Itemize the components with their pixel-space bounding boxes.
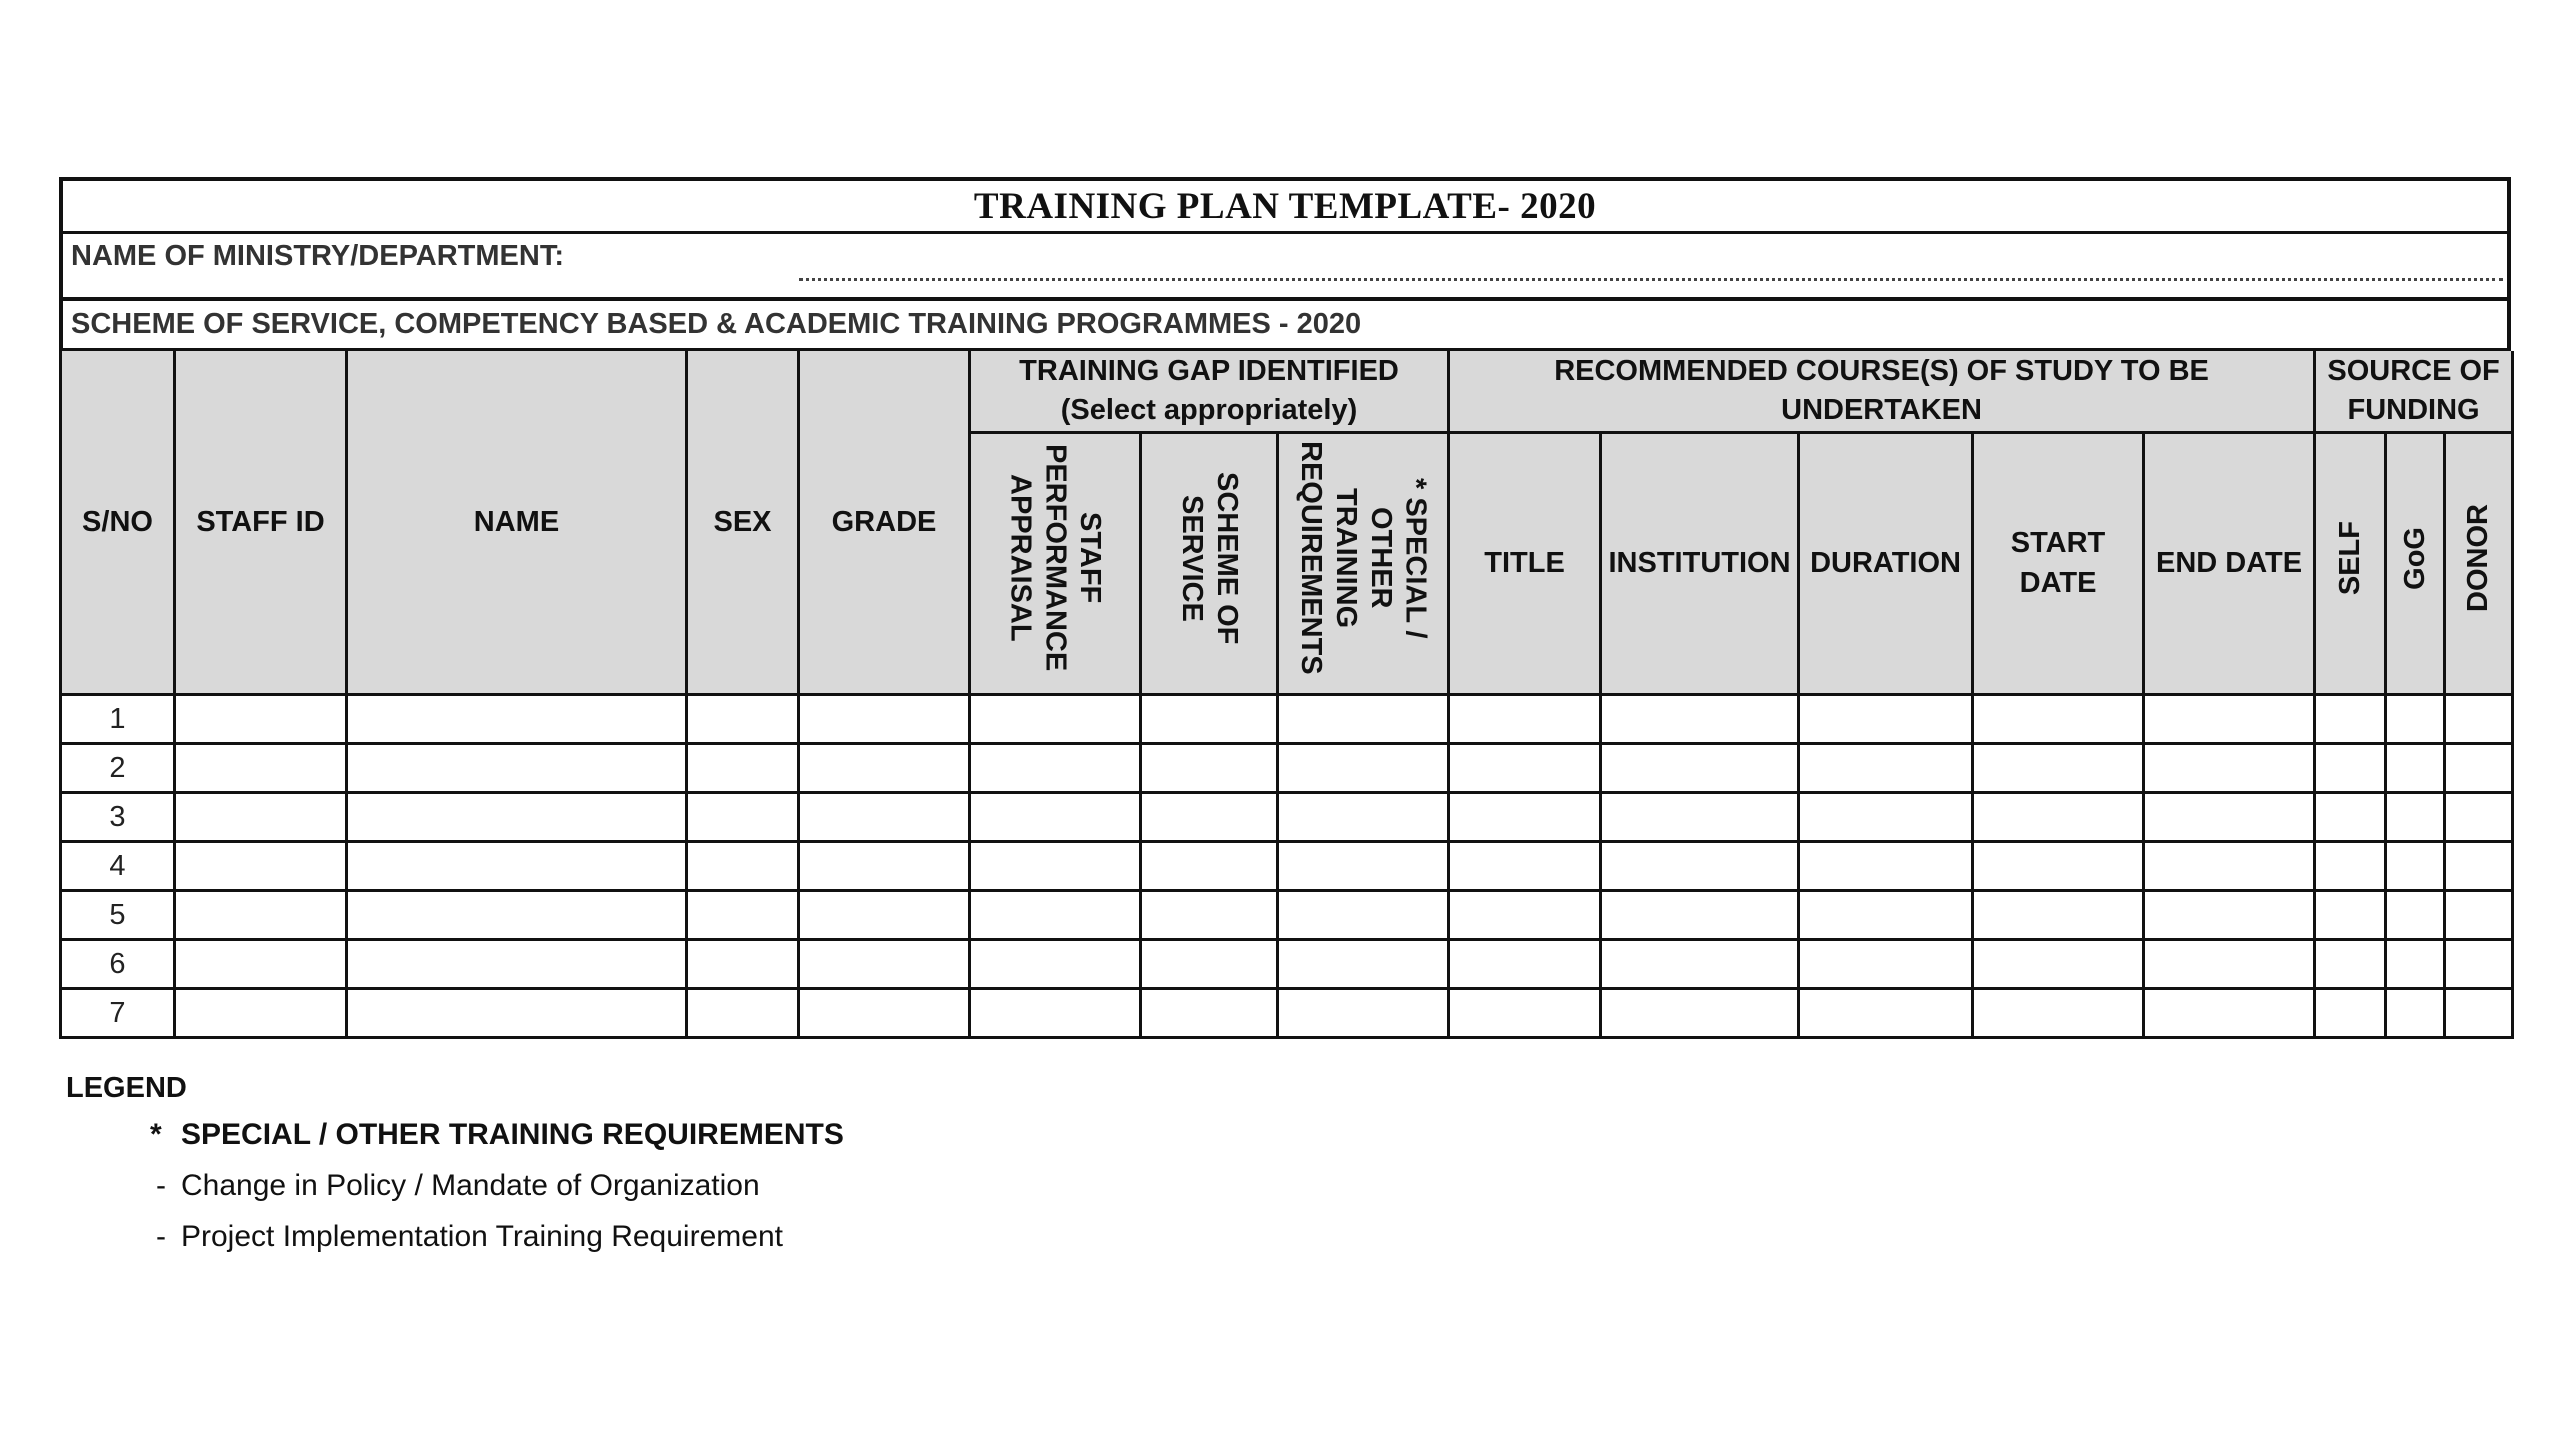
table-cell[interactable] [2315,793,2386,842]
table-row [61,940,2513,989]
table-cell[interactable] [2315,891,2386,940]
scheme-label: SCHEME OF SERVICE, COMPETENCY BASED & ACADEMIC TRAINING PROGRAMMES - 2020 [71,308,1362,340]
table-cell[interactable] [1449,989,1601,1038]
table-cell[interactable] [1799,940,1973,989]
table-cell[interactable] [970,940,1141,989]
appraisal-line-1: STAFF [1074,512,1107,604]
table-cell[interactable] [175,940,347,989]
table-cell[interactable] [2445,940,2513,989]
row-number: 4 [61,842,175,891]
col-special-header [1278,433,1449,695]
row-number: 6 [61,940,175,989]
table-cell[interactable] [1973,940,2144,989]
special-vertical-label [1293,434,1432,682]
table-cell[interactable] [2144,891,2315,940]
table-cell[interactable] [2386,793,2445,842]
table-cell[interactable] [1449,842,1601,891]
table-cell[interactable] [1141,989,1278,1038]
table-cell[interactable] [1449,793,1601,842]
table-cell[interactable] [2144,940,2315,989]
table-cell[interactable] [2445,989,2513,1038]
table-cell[interactable] [687,989,799,1038]
col-institution-header: INSTITUTION [1601,433,1799,695]
table-cell[interactable] [2315,695,2386,744]
table-cell[interactable] [970,842,1141,891]
table-cell[interactable] [687,940,799,989]
scheme-line-1: SCHEME OF [1210,471,1243,645]
table-cell[interactable] [1141,842,1278,891]
table-cell[interactable] [1601,842,1799,891]
table-cell[interactable] [2315,989,2386,1038]
table-cell[interactable] [970,989,1141,1038]
table-cell[interactable] [2144,989,2315,1038]
table-cell[interactable] [1973,891,2144,940]
training-gap-header [970,351,1449,433]
table-cell[interactable] [799,940,970,989]
table-cell[interactable] [347,744,687,793]
table-row [61,695,2513,744]
funding-source-header [2315,351,2513,433]
table-cell[interactable] [2445,695,2513,744]
table-cell[interactable] [2386,744,2445,793]
table-body [61,695,2513,1038]
col-scheme-header [1141,433,1278,695]
table-cell[interactable] [1278,989,1449,1038]
start-date-line-1: START [2010,527,2106,560]
special-line-3: REQUIREMENTS [1295,441,1328,675]
table-cell[interactable] [799,695,970,744]
col-appraisal-header [970,433,1141,695]
table-cell[interactable] [1278,891,1449,940]
table-cell[interactable] [1973,842,2144,891]
table-cell[interactable] [687,695,799,744]
table-cell[interactable] [347,989,687,1038]
table-cell[interactable] [1601,695,1799,744]
table-row [61,842,2513,891]
funding-line-2: FUNDING [2347,394,2480,426]
ministry-row [63,234,2507,301]
row-number: 7 [61,989,175,1038]
table-cell[interactable] [970,744,1141,793]
table-cell[interactable] [347,842,687,891]
scheme-vertical-label [1174,472,1244,644]
table-cell[interactable] [2445,744,2513,793]
table-cell[interactable] [2315,842,2386,891]
legend-dash-2: - [156,1220,166,1253]
table-cell[interactable] [1601,940,1799,989]
scheme-line-2: SERVICE [1176,494,1208,622]
table-cell[interactable] [1278,793,1449,842]
table-cell[interactable] [1799,695,1973,744]
table-row [61,744,2513,793]
appraisal-line-3: APPRAISAL [1004,474,1037,642]
table-cell[interactable] [1278,744,1449,793]
table-cell[interactable] [2144,695,2315,744]
col-title-header: TITLE [1449,433,1601,695]
sheet-header-block [59,177,2511,351]
table-row [61,891,2513,940]
table-cell[interactable] [2445,891,2513,940]
table-cell[interactable] [1278,842,1449,891]
col-duration-header: DURATION [1799,433,1973,695]
table-cell[interactable] [2445,793,2513,842]
table-cell[interactable] [1141,744,1278,793]
table-cell[interactable] [1799,744,1973,793]
table-cell[interactable] [175,989,347,1038]
legend [66,1072,844,1253]
col-sno-header: S/NO [61,351,175,695]
legend-item-2: Project Implementation Training Requirement [181,1220,783,1253]
table-cell[interactable] [1973,744,2144,793]
table-cell[interactable] [1449,744,1601,793]
table-cell[interactable] [1973,989,2144,1038]
training-plan-sheet [59,177,2511,1039]
table-cell[interactable] [347,695,687,744]
table-cell[interactable] [347,940,687,989]
col-name-header: NAME [347,351,687,695]
legend-star: * [150,1118,162,1151]
table-cell[interactable] [799,842,970,891]
table-cell[interactable] [1449,695,1601,744]
ministry-label: NAME OF MINISTRY/DEPARTMENT: [71,240,564,272]
table-cell[interactable] [1601,744,1799,793]
col-gog-header [2386,433,2445,695]
table-cell[interactable] [175,744,347,793]
table-cell[interactable] [175,793,347,842]
table-cell[interactable] [1141,793,1278,842]
table-cell[interactable] [2315,940,2386,989]
table-cell[interactable] [1141,940,1278,989]
table-cell[interactable] [799,793,970,842]
table-cell[interactable] [799,989,970,1038]
table-cell[interactable] [1799,891,1973,940]
table-cell[interactable] [687,842,799,891]
ministry-fill-line[interactable] [799,278,2503,281]
table-cell[interactable] [687,793,799,842]
legend-item-1: Change in Policy / Mandate of Organization [181,1169,760,1202]
table-cell[interactable] [2315,744,2386,793]
appraisal-vertical-label [1003,444,1107,671]
row-number: 3 [61,793,175,842]
table-cell[interactable] [175,891,347,940]
row-number: 2 [61,744,175,793]
row-number: 5 [61,891,175,940]
table-cell[interactable] [1449,940,1601,989]
table-cell[interactable] [2144,744,2315,793]
col-self-header [2315,433,2386,695]
table-cell[interactable] [2445,842,2513,891]
table-cell[interactable] [2144,842,2315,891]
table-cell[interactable] [347,891,687,940]
table-cell[interactable] [1799,793,1973,842]
legend-heading: LEGEND [66,1072,187,1104]
recommended-courses-header: RECOMMENDED COURSE(S) OF STUDY TO BE UNDERTAKEN [1449,351,2315,433]
special-line-2: OTHER TRAINING [1330,487,1397,629]
self-vertical-label: SELF [2333,520,2366,596]
table-cell[interactable] [1278,695,1449,744]
scheme-row [63,301,2507,351]
table-cell[interactable] [2386,891,2445,940]
table-cell[interactable] [2386,940,2445,989]
table-cell[interactable] [2386,695,2445,744]
appraisal-line-2: PERFORMANCE [1039,444,1072,672]
col-grade-header: GRADE [799,351,970,695]
col-end-date-header: END DATE [2144,433,2315,695]
table-row [61,989,2513,1038]
legend-special-title: SPECIAL / OTHER TRAINING REQUIREMENTS [181,1118,844,1151]
col-start-date-header [1973,433,2144,695]
special-line-1: * SPECIAL / [1399,477,1432,639]
table-cell[interactable] [1601,891,1799,940]
start-date-line-2: DATE [2019,566,2097,599]
table-cell[interactable] [175,842,347,891]
table-cell[interactable] [970,695,1141,744]
table-cell[interactable] [1601,989,1799,1038]
table-cell[interactable] [970,891,1141,940]
table-cell[interactable] [687,744,799,793]
table-cell[interactable] [1449,891,1601,940]
funding-line-1: SOURCE OF [2327,354,2500,387]
col-sex-header: SEX [687,351,799,695]
table-row [61,793,2513,842]
table-cell[interactable] [1973,695,2144,744]
table-cell[interactable] [799,891,970,940]
table-cell[interactable] [175,695,347,744]
legend-dash-1: - [156,1169,166,1202]
row-number: 1 [61,695,175,744]
table-cell[interactable] [1601,793,1799,842]
table-cell[interactable] [2144,793,2315,842]
col-donor-header [2445,433,2513,695]
table-cell[interactable] [970,793,1141,842]
table-cell[interactable] [2386,989,2445,1038]
training-plan-table [59,351,2514,1039]
table-cell[interactable] [1278,940,1449,989]
col-staff-id-header: STAFF ID [175,351,347,695]
table-cell[interactable] [2386,842,2445,891]
gog-vertical-label: GoG [2398,526,2431,590]
training-gap-title: TRAINING GAP IDENTIFIED [1019,354,1399,387]
table-cell[interactable] [1799,842,1973,891]
table-cell[interactable] [1799,989,1973,1038]
page-title: TRAINING PLAN TEMPLATE- 2020 [973,185,1597,227]
table-cell[interactable] [1973,793,2144,842]
table-cell[interactable] [1141,695,1278,744]
training-gap-note: (Select appropriately) [1060,394,1358,426]
title-row [63,181,2507,234]
table-cell[interactable] [687,891,799,940]
table-cell[interactable] [347,793,687,842]
table-cell[interactable] [799,744,970,793]
table-cell[interactable] [1141,891,1278,940]
donor-vertical-label: DONOR [2462,504,2495,612]
